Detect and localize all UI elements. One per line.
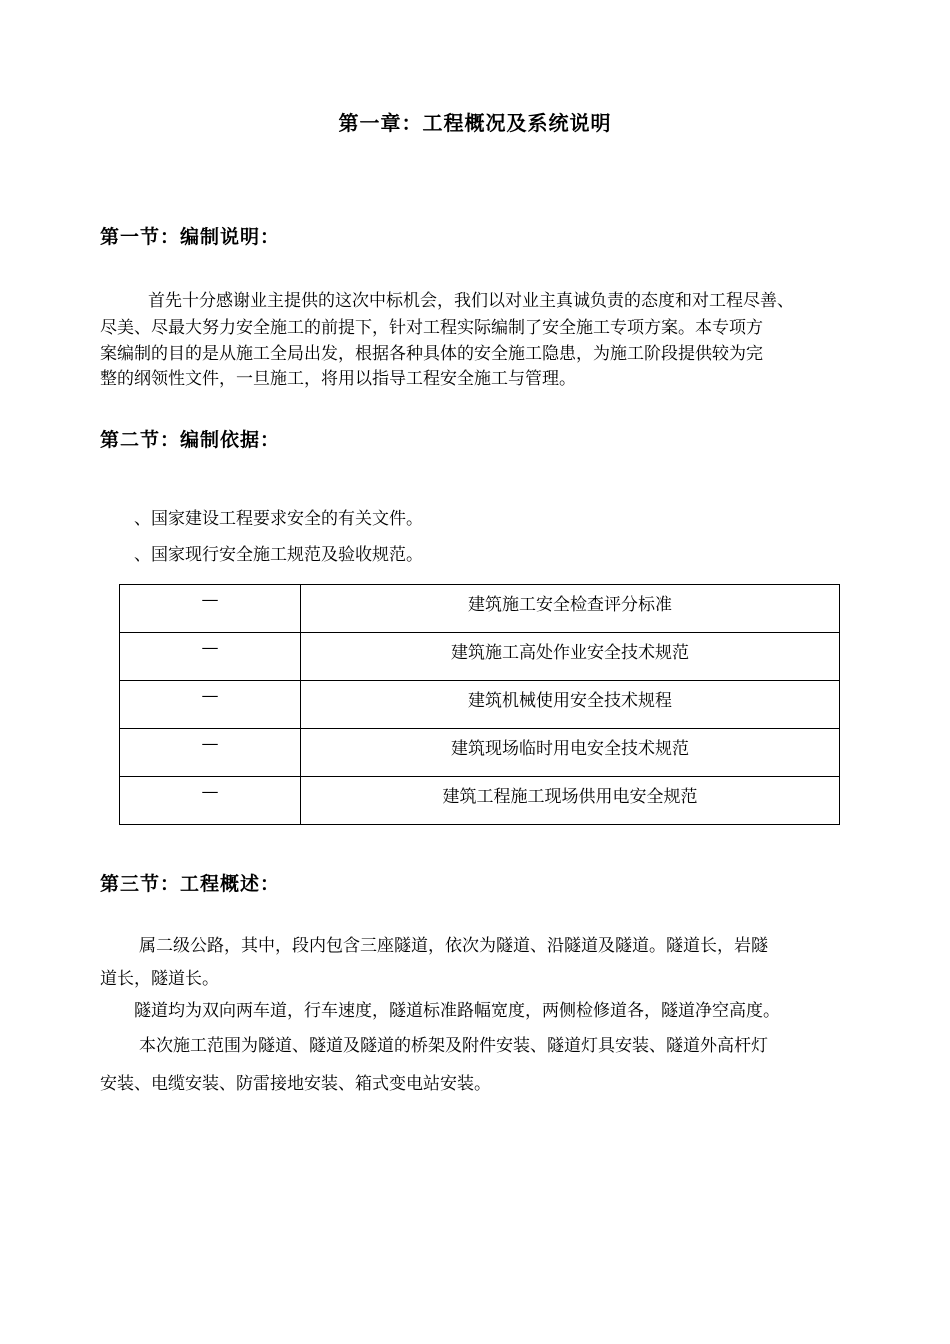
standard-code: — [120,729,301,777]
section-1-heading: 第一节：编制说明： [100,226,281,248]
standard-name: 建筑工程施工现场供用电安全规范 [301,777,840,825]
section-1-line: 首先十分感谢业主提供的这次中标机会，我们以对业主真诚负责的态度和对工程尽善、 [148,291,794,311]
standard-code: — [120,681,301,729]
table-row [120,633,840,681]
section-1-line: 整的纲领性文件，一旦施工，将用以指导工程安全施工与管理。 [100,369,576,389]
standard-name: 建筑现场临时用电安全技术规范 [301,729,840,777]
chapter-title: 第一章：工程概况及系统说明 [338,111,612,135]
standard-code: — [120,777,301,825]
standard-code: — [120,585,301,633]
standards-table [119,584,840,825]
standard-code: — [120,633,301,681]
table-row [120,681,840,729]
section-3-line: 道长，隧道长。 [100,969,219,989]
table-row [120,777,840,825]
basis-item: 、国家建设工程要求安全的有关文件。 [134,509,423,529]
section-3-line: 隧道均为双向两车道，行车速度，隧道标准路幅宽度，两侧检修道各，隧道净空高度。 [134,1001,780,1021]
section-3-line: 本次施工范围为隧道、隧道及隧道的桥架及附件安装、隧道灯具安装、隧道外高杆灯 [139,1036,768,1056]
standard-name: 建筑施工安全检查评分标准 [301,585,840,633]
standard-name: 建筑施工高处作业安全技术规范 [301,633,840,681]
section-1-line: 尽美、尽最大努力安全施工的前提下，针对工程实际编制了安全施工专项方案。本专项方 [100,318,763,338]
table-row [120,585,840,633]
section-1-line: 案编制的目的是从施工全局出发，根据各种具体的安全施工隐患，为施工阶段提供较为完 [100,344,763,364]
section-3-line: 安装、电缆安装、防雷接地安装、箱式变电站安装。 [100,1074,491,1094]
basis-item: 、国家现行安全施工规范及验收规范。 [134,545,423,565]
table-row [120,729,840,777]
standard-name: 建筑机械使用安全技术规程 [301,681,840,729]
section-3-line: 属二级公路，其中，段内包含三座隧道，依次为隧道、沿隧道及隧道。隧道长，岩隧 [139,936,768,956]
section-2-heading: 第二节：编制依据： [100,429,281,451]
section-3-heading: 第三节：工程概述： [100,873,281,895]
